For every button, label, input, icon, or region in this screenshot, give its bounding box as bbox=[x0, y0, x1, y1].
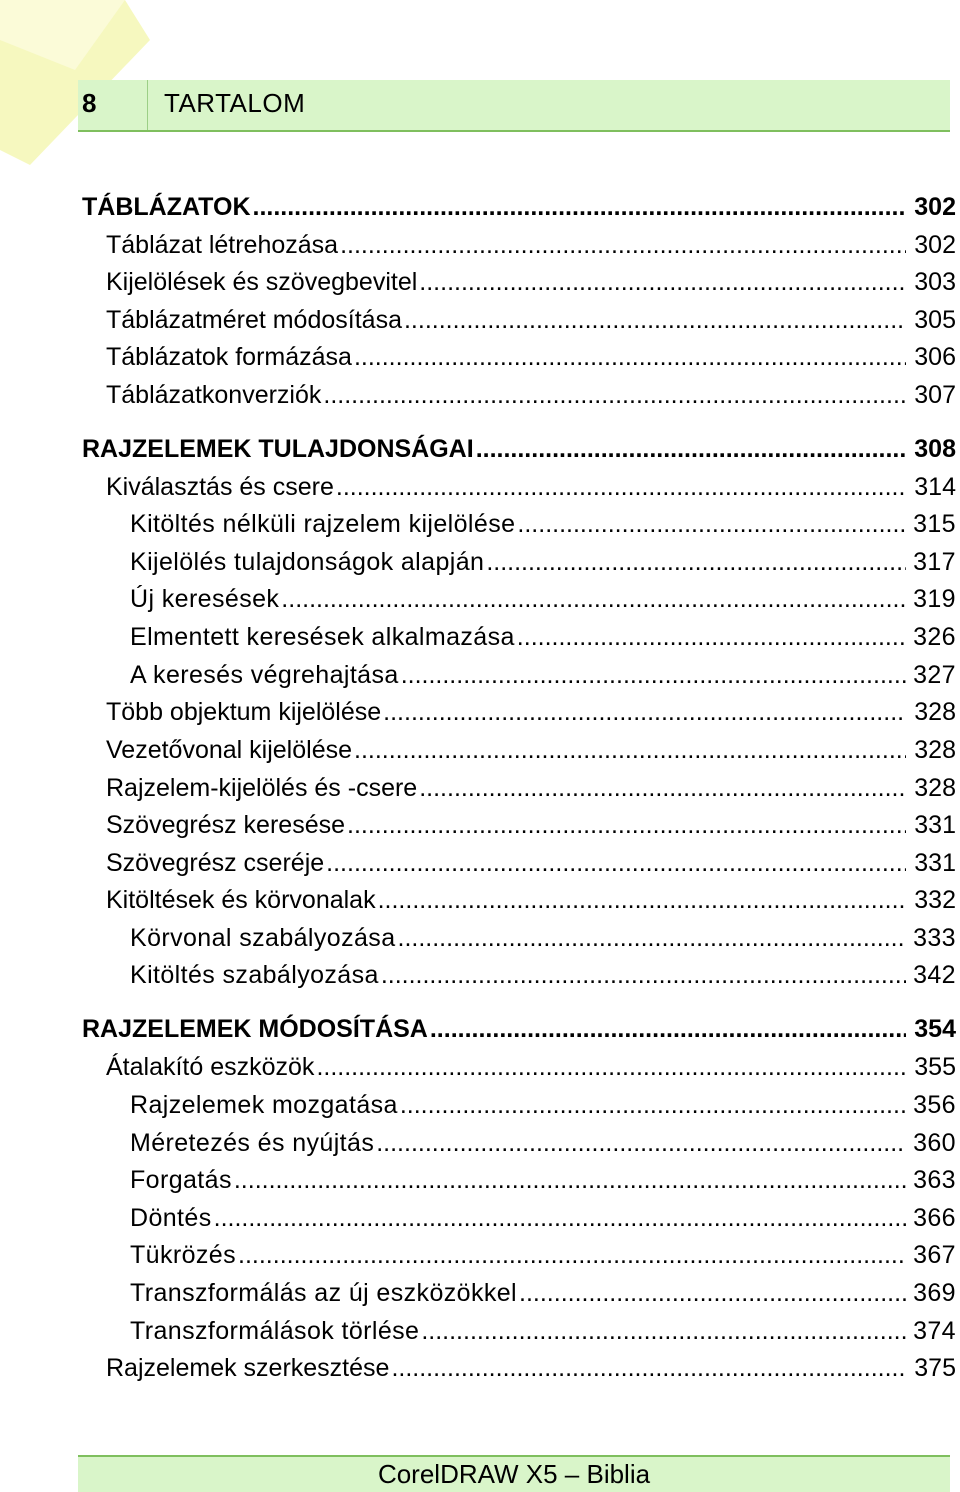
toc-entry-title: Kijelölések és szövegbevitel bbox=[106, 268, 418, 296]
dot-leader bbox=[517, 507, 906, 541]
toc-entry-page: 375 bbox=[914, 1354, 956, 1382]
toc-entry[interactable] bbox=[106, 808, 960, 842]
dot-leader bbox=[238, 1238, 906, 1272]
toc-entry-page: 333 bbox=[913, 924, 956, 952]
toc-entry[interactable] bbox=[130, 1163, 960, 1197]
toc-entry-title: Táblázatméret módosítása bbox=[106, 306, 402, 334]
toc-entry-page: 328 bbox=[914, 698, 956, 726]
header-title: TARTALOM bbox=[164, 88, 306, 118]
page-number: 8 bbox=[78, 80, 148, 130]
toc-entry-title: Kijelölés tulajdonságok alapján bbox=[130, 548, 485, 576]
toc-entry-title: Több objektum kijelölése bbox=[106, 698, 382, 726]
toc-entry[interactable] bbox=[106, 228, 960, 262]
dot-leader bbox=[430, 1012, 906, 1046]
toc-entry[interactable] bbox=[106, 846, 960, 880]
dot-leader bbox=[404, 303, 906, 337]
dot-leader bbox=[340, 228, 906, 262]
toc-entry[interactable] bbox=[106, 695, 960, 729]
toc-entry-title: RAJZELEMEK TULAJDONSÁGAI bbox=[82, 435, 474, 463]
toc-entry[interactable] bbox=[106, 1351, 960, 1385]
toc-entry-page: 374 bbox=[913, 1317, 956, 1345]
toc-entry-page: 363 bbox=[913, 1166, 956, 1194]
dot-leader bbox=[214, 1201, 906, 1235]
toc-entry-title: Tükrözés bbox=[130, 1241, 237, 1269]
toc-entry-page: 342 bbox=[913, 961, 956, 989]
toc-entry-title: TÁBLÁZATOK bbox=[82, 193, 251, 221]
toc-entry[interactable] bbox=[130, 620, 960, 654]
toc-entry[interactable] bbox=[106, 340, 960, 374]
toc-entry-title: Döntés bbox=[130, 1204, 212, 1232]
dot-leader bbox=[383, 695, 906, 729]
toc-entry-title: Szövegrész cseréje bbox=[106, 849, 325, 877]
dot-leader bbox=[376, 1126, 906, 1160]
toc-entry-page: 367 bbox=[913, 1241, 956, 1269]
toc-entry-page: 331 bbox=[914, 849, 956, 877]
dot-leader bbox=[391, 1351, 906, 1385]
toc-entry-page: 315 bbox=[913, 510, 956, 538]
toc-entry[interactable] bbox=[130, 1314, 960, 1348]
toc-entry-page: 328 bbox=[914, 774, 956, 802]
dot-leader bbox=[400, 1088, 906, 1122]
toc-entry-title: Elmentett keresések alkalmazása bbox=[130, 623, 515, 651]
toc-entry-title: Körvonal szabályozása bbox=[130, 924, 396, 952]
toc-entry[interactable] bbox=[130, 1276, 960, 1310]
toc-entry[interactable] bbox=[130, 582, 960, 616]
toc-entry-title: Kiválasztás és csere bbox=[106, 473, 334, 501]
toc-entry[interactable] bbox=[106, 733, 960, 767]
toc-entry-page: 354 bbox=[914, 1015, 956, 1043]
dot-leader bbox=[486, 545, 906, 579]
toc-entry-title: Transzformálás az új eszközökkel bbox=[130, 1279, 518, 1307]
dot-leader bbox=[326, 846, 906, 880]
dot-leader bbox=[354, 733, 906, 767]
toc-entry-title: A keresés végrehajtása bbox=[130, 661, 399, 689]
toc-entry-page: 303 bbox=[914, 268, 956, 296]
toc-entry-title: Forgatás bbox=[130, 1166, 232, 1194]
dot-leader bbox=[398, 921, 907, 955]
toc-entry-page: 356 bbox=[913, 1091, 956, 1119]
toc-entry-page: 314 bbox=[914, 473, 956, 501]
toc-entry-title: Vezetővonal kijelölése bbox=[106, 736, 352, 764]
toc-entry-title: Rajzelemek szerkesztése bbox=[106, 1354, 390, 1382]
dot-leader bbox=[419, 771, 906, 805]
toc-entry[interactable] bbox=[130, 658, 960, 692]
toc-entry-page: 302 bbox=[914, 193, 956, 221]
toc-entry-title: Kitöltés nélküli rajzelem kijelölése bbox=[130, 510, 516, 538]
toc-entry-title: Új keresések bbox=[130, 585, 280, 613]
toc-entry-page: 307 bbox=[914, 381, 956, 409]
dot-leader bbox=[378, 883, 906, 917]
dot-leader bbox=[401, 658, 906, 692]
toc-entry-page: 326 bbox=[913, 623, 956, 651]
dot-leader bbox=[316, 1050, 906, 1084]
toc-entry-page: 305 bbox=[914, 306, 956, 334]
toc-entry-title: Kitöltések és körvonalak bbox=[106, 886, 376, 914]
toc-entry[interactable] bbox=[82, 190, 960, 224]
page-footer: CorelDRAW X5 – Biblia bbox=[78, 1455, 950, 1492]
dot-leader bbox=[519, 1276, 906, 1310]
toc-entry-title: Táblázat létrehozása bbox=[106, 231, 339, 259]
toc-entry[interactable] bbox=[130, 545, 960, 579]
dot-leader bbox=[381, 958, 906, 992]
toc-entry[interactable] bbox=[130, 921, 960, 955]
toc-entry[interactable] bbox=[130, 507, 960, 541]
toc-entry-title: RAJZELEMEK MÓDOSÍTÁSA bbox=[82, 1015, 428, 1043]
page-header bbox=[78, 80, 950, 132]
toc-entry[interactable] bbox=[130, 958, 960, 992]
dot-leader bbox=[517, 620, 906, 654]
toc-entry-page: 360 bbox=[913, 1129, 956, 1157]
toc-entry-page: 355 bbox=[914, 1053, 956, 1081]
toc-entry-page: 302 bbox=[914, 231, 956, 259]
toc-entry[interactable] bbox=[106, 378, 960, 412]
toc-entry-page: 327 bbox=[913, 661, 956, 689]
dot-leader bbox=[419, 265, 906, 299]
toc-entry-title: Kitöltés szabályozása bbox=[130, 961, 379, 989]
toc-entry-page: 331 bbox=[914, 811, 956, 839]
toc-entry-page: 317 bbox=[913, 548, 956, 576]
toc-entry-page: 369 bbox=[913, 1279, 956, 1307]
toc-entry-page: 328 bbox=[914, 736, 956, 764]
toc-entry-page: 319 bbox=[913, 585, 956, 613]
toc-entry-page: 308 bbox=[914, 435, 956, 463]
toc-entry[interactable] bbox=[106, 1050, 960, 1084]
toc-entry[interactable] bbox=[106, 265, 960, 299]
dot-leader bbox=[347, 808, 906, 842]
toc-entry[interactable] bbox=[106, 771, 960, 805]
toc-entry-title: Táblázatok formázása bbox=[106, 343, 352, 371]
toc-entry-title: Táblázatkonverziók bbox=[106, 381, 322, 409]
dot-leader bbox=[336, 470, 906, 504]
toc-entry[interactable] bbox=[130, 1201, 960, 1235]
toc-entry-title: Transzformálások törlése bbox=[130, 1317, 420, 1345]
toc-entry[interactable] bbox=[82, 432, 960, 466]
toc-entry-page: 306 bbox=[914, 343, 956, 371]
toc-entry[interactable] bbox=[130, 1238, 960, 1272]
dot-leader bbox=[354, 340, 906, 374]
toc-entry-title: Rajzelem-kijelölés és -csere bbox=[106, 774, 418, 802]
toc-entry-title: Szövegrész keresése bbox=[106, 811, 346, 839]
toc-entry-title: Átalakító eszközök bbox=[106, 1053, 315, 1081]
toc-entry[interactable] bbox=[106, 883, 960, 917]
toc-entry[interactable] bbox=[106, 303, 960, 337]
toc-entry-page: 332 bbox=[914, 886, 956, 914]
dot-leader bbox=[421, 1314, 906, 1348]
toc-entry[interactable] bbox=[130, 1126, 960, 1160]
dot-leader bbox=[323, 378, 906, 412]
toc-entry[interactable] bbox=[82, 1012, 960, 1046]
toc-entry-page: 366 bbox=[913, 1204, 956, 1232]
toc-entry[interactable] bbox=[130, 1088, 960, 1122]
dot-leader bbox=[281, 582, 906, 616]
dot-leader bbox=[253, 190, 907, 224]
dot-leader bbox=[476, 432, 906, 466]
toc-entry-title: Méretezés és nyújtás bbox=[130, 1129, 375, 1157]
toc-entry[interactable] bbox=[106, 470, 960, 504]
dot-leader bbox=[234, 1163, 906, 1197]
toc-entry-title: Rajzelemek mozgatása bbox=[130, 1091, 398, 1119]
